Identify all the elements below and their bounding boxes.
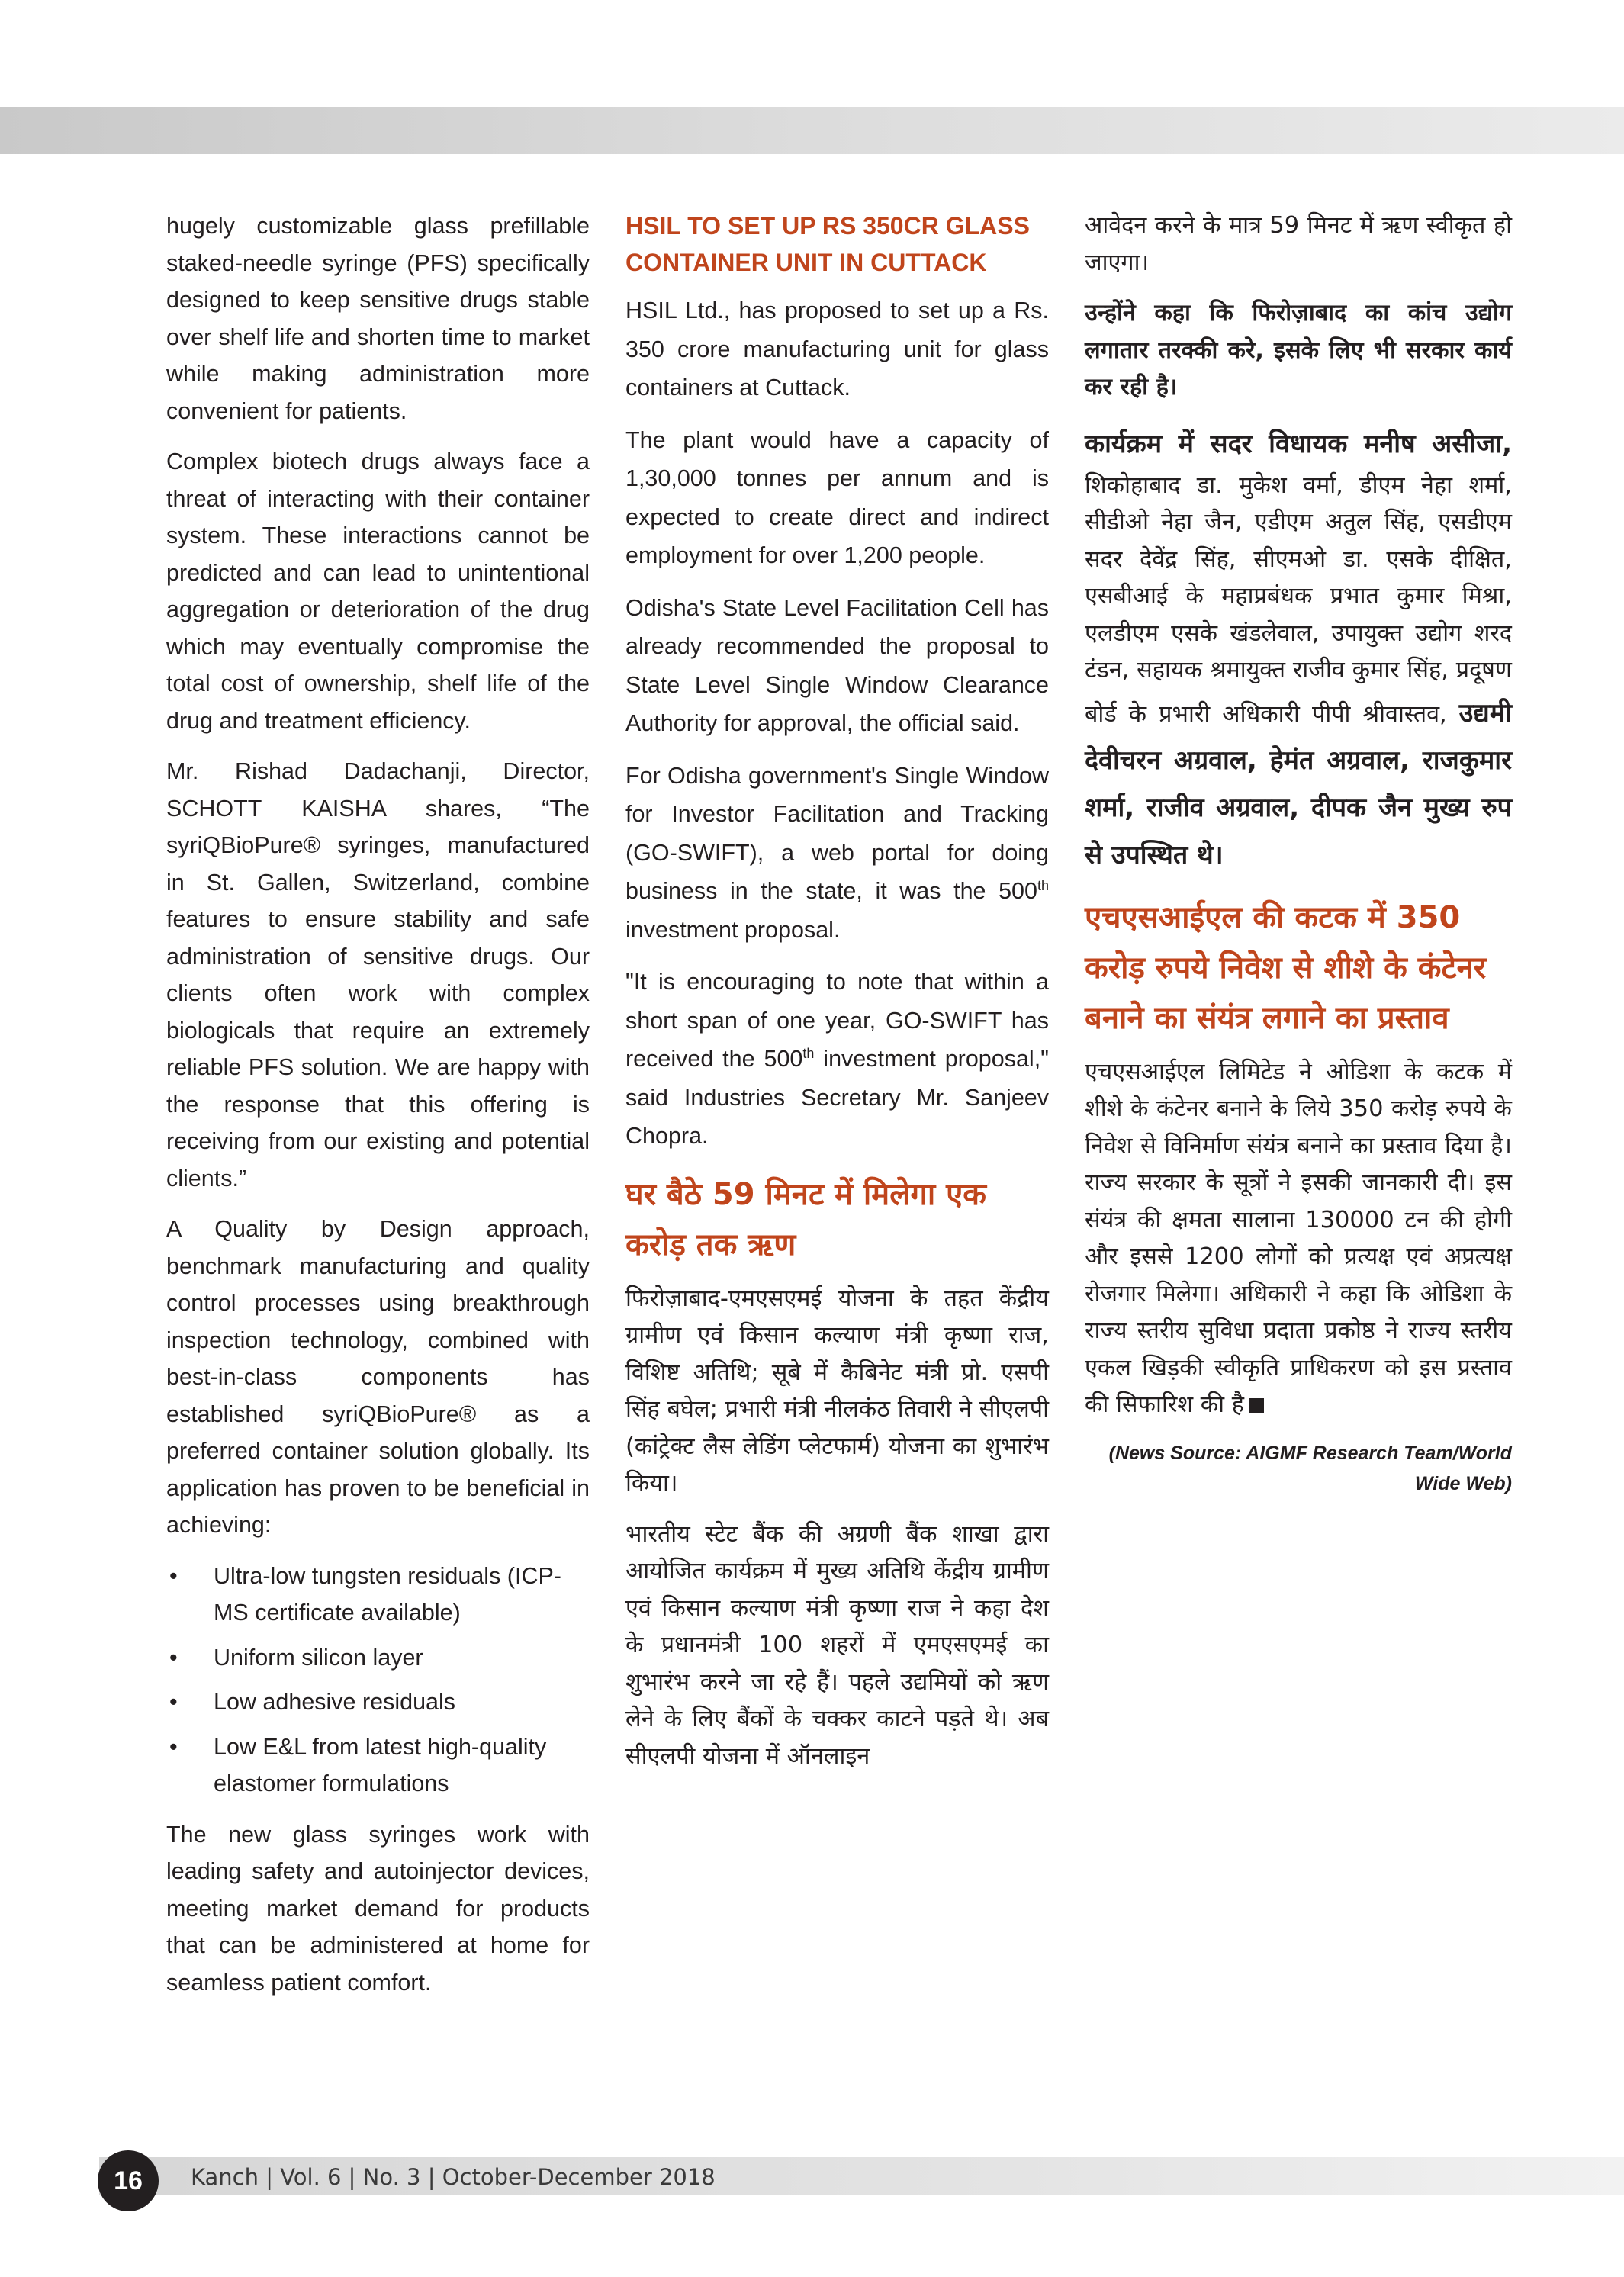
paragraph: HSIL Ltd., has proposed to set up a Rs. 350 crore manufacturing unit for glass containers at Cuttack.: [625, 297, 1049, 400]
paragraph: Odisha's State Level Facilitation Cell has already recommended the proposal to State Level Single Window Clearance Authority for approval, the official said.: [625, 594, 1049, 736]
paragraph: Mr. Rishad Dadachanji, Director, SCHOTT KAISHA shares, “The syriQBioPure® syringes, manufactured in St. Gallen, Switzerland, combine features to ensure stability and safe administration of sensitive drugs. Our clients often work with complex biologicals that require an extremely reliable PFS solution. We are happy with the response that this offering is receiving from our existing and potential clients.”: [166, 758, 590, 1192]
paragraph-hindi: आवेदन करने के मात्र 59 मिनट में ऋण स्वीकृत हो जाएगा।: [1085, 212, 1512, 276]
bullet-icon: •: [169, 1562, 178, 1589]
list-item: • Low adhesive residuals: [166, 1684, 590, 1721]
paragraph-hindi: फिरोज़ाबाद-एमएसएमई योजना के तहत केंद्रीय ग्रामीण एवं किसान कल्याण मंत्री कृष्णा राज, विशिष्ट अतिथि; सूबे में कैबिनेट मंत्री प्रो. एसपी सिंह बघेल; प्रभारी मंत्री नीलकंठ तिवारी ने सीएलपी (कांट्रेक्ट लैस लेडिंग प्लेटफार्म) योजना का शुभारंभ किया।: [625, 1285, 1049, 1497]
paragraph-hindi: कार्यक्रम में सदर विधायक मनीष असीजा, शिकोहाबाद डा. मुकेश वर्मा, डीएम नेहा शर्मा, सीडीओ नेहा जैन, एडीएम अतुल सिंह, एसडीएम सदर देवेंद्र सिंह, सीएमओ डा. एसके दीक्षित, एसबीआई के महाप्रबंधक प्रभात कुमार मिश्रा, एलडीएम एसके खंडलेवाल, उपायुक्त उद्योग शरद टंडन, सहायक श्रमायुक्त राजीव कुमार सिंह, प्रदूषण बोर्ड के प्रभारी अधिकारी पीपी श्रीवास्तव, उद्यमी देवीचरन अग्रवाल, हेमंत अग्रवाल, राजकुमार शर्मा, राजीव अग्रवाल, दीपक जैन मुख्य रुप से उपस्थित थे।: [1085, 428, 1512, 870]
benefits-list: [166, 1558, 590, 1803]
paragraph: Complex biotech drugs always face a threat of interacting with their container system. These interactions cannot be predicted and can lead to unintentional aggregation or deterioration of the drug which may eventually compromise the total cost of ownership, shelf life of the drug and treatment efficiency.: [166, 449, 590, 734]
paragraph-hindi: एचएसआईएल लिमिटेड ने ओडिशा के कटक में शीशे के कंटेनर बनाने के लिये 350 करोड़ रुपये के निवेश से विनिर्माण संयंत्र बनाने का प्रस्ताव दिया है। राज्य सरकार के सूत्रों ने इसकी जानकारी दी। इस संयंत्र की क्षमता सालाना 130000 टन की होगी और इससे 1200 लोगों को प्रत्यक्ष एवं अप्रत्यक्ष रोजगार मिलेगा। अधिकारी ने कहा कि ओडिशा के राज्य स्तरीय सुविधा प्रदाता प्रकोष्ठ ने राज्य स्तरीय एकल खिड़की स्वीकृति प्राधिकरण को इस प्रस्ताव की सिफारिश की है: [1085, 1058, 1512, 1418]
column-1: [166, 207, 590, 2015]
page-number: 16: [98, 2150, 159, 2211]
article-heading: HSIL TO SET UP RS 350CR GLASS CONTAINER UNIT IN CUTTACK: [625, 212, 1030, 276]
paragraph-hindi: भारतीय स्टेट बैंक की अग्रणी बैंक शाखा द्वारा आयोजित कार्यक्रम में मुख्य अतिथि केंद्रीय ग्रामीण एवं किसान कल्याण मंत्री कृष्णा राज ने कहा देश के प्रधानमंत्री 100 शहरों में एमएसएमई का शुभारंभ करने जा रहे हैं। पहले उद्यमियों को ऋण लेने के लिए बैंकों के चक्कर काटने पड़ते थे। अब सीएलपी योजना में ऑनलाइन: [625, 1520, 1049, 1770]
bullet-icon: •: [169, 1644, 178, 1671]
list-item: • Ultra-low tungsten residuals (ICP-MS certificate available): [166, 1558, 590, 1632]
bullet-icon: •: [169, 1733, 178, 1760]
column-2: [625, 207, 1049, 1789]
article-heading-hindi: एचएसआईएल की कटक में 350 करोड़ रुपये निवेश से शीशे के कंटेनर बनाने का संयंत्र लगाने का प्रस्ताव: [1085, 899, 1487, 1036]
list-item: • Uniform silicon layer: [166, 1639, 590, 1677]
bullet-icon: •: [169, 1689, 178, 1715]
list-item: • Low E&L from latest high-quality elastomer formulations: [166, 1729, 590, 1803]
paragraph: The plant would have a capacity of 1,30,000 tonnes per annum and is expected to create direct and indirect employment for over 1,200 people.: [625, 426, 1049, 568]
paragraph-hindi-bold: उन्होंने कहा कि फिरोज़ाबाद का कांच उद्योग लगातार तरक्की करे, इसके लिए भी सरकार कार्य कर रही है।: [1085, 300, 1512, 400]
paragraph: A Quality by Design approach, benchmark manufacturing and quality control processes using breakthrough inspection technology, combined with best-in-class components has established syriQBioPure® as a preferred container solution globally. Its application has proven to be beneficial in achieving:: [166, 1216, 590, 1538]
paragraph: "It is encouraging to note that within a short span of one year, GO-SWIFT has received the 500th investment proposal," said Industries Secretary Mr. Sanjeev Chopra.: [625, 969, 1049, 1149]
paragraph: hugely customizable glass prefillable staked-needle syringe (PFS) specifically designed to keep sensitive drugs stable over shelf life and shorten time to market while making administration more convenient for patients.: [166, 213, 590, 424]
paragraph: For Odisha government's Single Window for Investor Facilitation and Tracking (GO-SWIFT), a web portal for doing business in the state, it was the 500th investment proposal.: [625, 762, 1049, 943]
publication-info: Kanch | Vol. 6 | No. 3 | October-December 2018: [191, 2164, 716, 2190]
column-3: [1085, 207, 1512, 1499]
article-heading-hindi: घर बैठे 59 मिनट में मिलेगा एक करोड़ तक ऋण: [625, 1176, 986, 1262]
end-of-article-icon: [1249, 1398, 1264, 1413]
news-source: (News Source: AIGMF Research Team/World Wide Web): [1108, 1442, 1512, 1494]
paragraph: The new glass syringes work with leading safety and autoinjector devices, meeting market demand for products that can be administered at home for seamless patient comfort.: [166, 1821, 590, 1996]
header-band: [0, 107, 1624, 154]
